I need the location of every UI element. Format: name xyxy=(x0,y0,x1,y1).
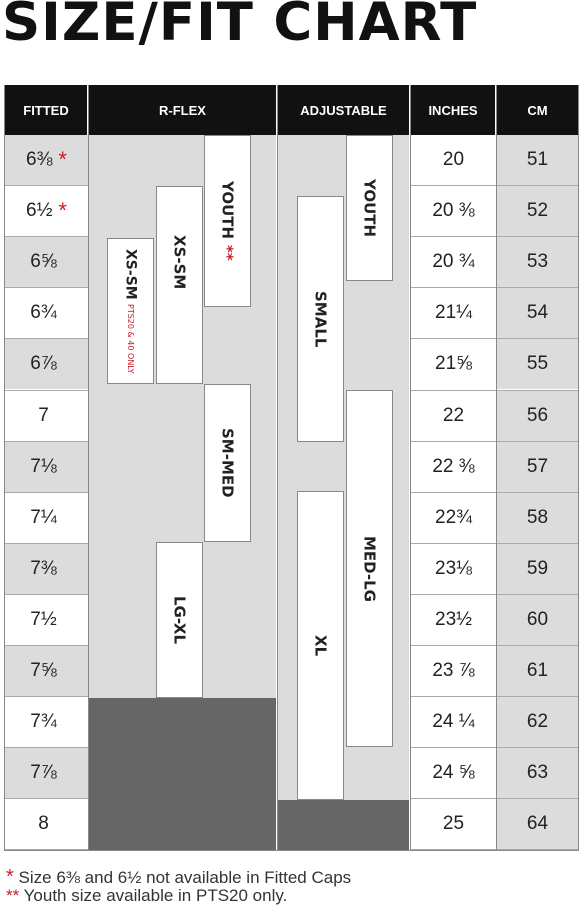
rflex-xs-sm-small-band xyxy=(107,238,154,384)
fitted-value: 7¾ xyxy=(30,711,57,733)
fitted-cell xyxy=(5,799,88,849)
inches-cell xyxy=(411,697,496,747)
fitted-value: 7⅛ xyxy=(30,455,57,477)
inches-value: 25 xyxy=(442,813,465,835)
fitted-cell xyxy=(5,646,88,696)
inches-value: 20 xyxy=(442,149,465,171)
inches-cell xyxy=(411,186,496,236)
footnote-1-text: Size 6⅜ and 6½ not available in Fitted Caps xyxy=(13,868,352,887)
row-divider xyxy=(5,747,88,748)
fitted-cell xyxy=(5,493,88,543)
row-divider xyxy=(497,338,578,339)
fitted-cell xyxy=(5,135,88,185)
rflex-youth-mark: ** xyxy=(218,245,237,261)
row-divider xyxy=(497,645,578,646)
fitted-value: 6½ xyxy=(26,200,53,222)
rflex-lg-xl-label: LG-XL xyxy=(170,596,189,644)
row-divider xyxy=(497,849,578,850)
rflex-xs-sm-label: XS-SM xyxy=(170,234,189,290)
fitted-value: 7⅝ xyxy=(30,660,57,682)
header-rflex: R-FLEX xyxy=(89,85,276,135)
row-divider xyxy=(5,492,88,493)
cm-cell xyxy=(497,339,578,389)
cm-value: 57 xyxy=(526,455,549,477)
frame-left xyxy=(4,85,5,850)
row-divider xyxy=(411,338,496,339)
rflex-xs-sm-note: PTS20 & 40 ONLY xyxy=(126,303,135,374)
cm-value: 55 xyxy=(526,353,549,375)
row-divider xyxy=(497,492,578,493)
cm-value: 56 xyxy=(526,404,549,426)
cm-cell xyxy=(497,237,578,287)
rflex-unavailable-block xyxy=(89,698,276,850)
cm-cell xyxy=(497,748,578,798)
inches-value: 24 ¼ xyxy=(432,711,475,733)
inches-value: 20 ⅜ xyxy=(432,200,475,222)
cm-value: 53 xyxy=(526,251,549,273)
inches-cell xyxy=(411,442,496,492)
row-divider xyxy=(411,492,496,493)
rflex-lg-xl-band xyxy=(156,542,203,698)
row-divider xyxy=(411,390,496,391)
cm-cell xyxy=(497,595,578,645)
row-divider xyxy=(411,236,496,237)
footnote-1-mark: * xyxy=(6,866,14,888)
fitted-unavailable-mark: * xyxy=(58,147,67,173)
row-divider xyxy=(5,798,88,799)
row-divider xyxy=(411,696,496,697)
page-title: SIZE/FIT CHART xyxy=(2,0,478,53)
row-divider xyxy=(411,849,496,850)
inches-cell xyxy=(411,493,496,543)
cm-cell xyxy=(497,493,578,543)
fitted-cell xyxy=(5,595,88,645)
cm-cell xyxy=(497,646,578,696)
inches-value: 24 ⅝ xyxy=(432,762,475,784)
fitted-cell xyxy=(5,288,88,338)
rflex-sm-med-label: SM-MED xyxy=(218,428,237,498)
inches-cell xyxy=(411,544,496,594)
header-cm: CM xyxy=(497,85,578,135)
adjustable-med-lg-label: MED-LG xyxy=(360,535,379,602)
cm-value: 60 xyxy=(526,608,549,630)
rflex-youth-band xyxy=(204,135,251,307)
fitted-cell xyxy=(5,339,88,389)
adjustable-med-lg-band xyxy=(346,390,393,747)
row-divider xyxy=(5,441,88,442)
frame-adjustable-right xyxy=(410,85,411,850)
cm-value: 52 xyxy=(526,200,549,222)
inches-cell xyxy=(411,288,496,338)
adjustable-small-band xyxy=(297,196,344,442)
row-divider xyxy=(497,441,578,442)
inches-value: 23⅛ xyxy=(435,557,472,579)
footnote-2-text: Youth size available in PTS20 only. xyxy=(19,886,288,905)
row-divider xyxy=(497,543,578,544)
row-divider xyxy=(497,696,578,697)
fitted-cell xyxy=(5,391,88,441)
cm-cell xyxy=(497,135,578,185)
row-divider xyxy=(411,287,496,288)
header-adjustable: ADJUSTABLE xyxy=(278,85,409,135)
adjustable-youth-label: YOUTH xyxy=(360,178,379,238)
row-divider xyxy=(497,287,578,288)
cm-cell xyxy=(497,697,578,747)
inches-cell xyxy=(411,748,496,798)
row-divider xyxy=(5,390,88,391)
cm-cell xyxy=(497,391,578,441)
inches-value: 20 ¾ xyxy=(432,251,475,273)
fitted-cell xyxy=(5,697,88,747)
rflex-xs-sm-small-label: XS-SM xyxy=(122,248,139,300)
inches-cell xyxy=(411,595,496,645)
inches-cell xyxy=(411,339,496,389)
cm-value: 62 xyxy=(526,711,549,733)
frame-rflex-right xyxy=(277,85,278,850)
adjustable-xl-label: XL xyxy=(311,634,330,657)
row-divider xyxy=(5,849,88,850)
cm-cell xyxy=(497,442,578,492)
row-divider xyxy=(411,645,496,646)
fitted-value: 7 xyxy=(38,404,49,426)
fitted-value: 8 xyxy=(38,813,49,835)
inches-value: 22 xyxy=(442,404,465,426)
rflex-sm-med-band xyxy=(204,384,251,542)
header-inches: INCHES xyxy=(411,85,495,135)
rflex-youth-label: YOUTH xyxy=(218,181,237,240)
footnote-2-mark: ** xyxy=(6,886,20,905)
fitted-cell xyxy=(5,544,88,594)
cm-cell xyxy=(497,288,578,338)
inches-cell xyxy=(411,237,496,287)
cm-value: 61 xyxy=(526,660,549,682)
adjustable-xl-band xyxy=(297,491,344,800)
cm-value: 54 xyxy=(526,302,549,324)
adjustable-youth-band xyxy=(346,135,393,281)
cm-value: 58 xyxy=(526,506,549,528)
inches-value: 21⅝ xyxy=(435,353,472,375)
row-divider xyxy=(411,747,496,748)
fitted-value: 7½ xyxy=(30,608,57,630)
inches-value: 21¼ xyxy=(435,302,472,324)
fitted-value: 7⅜ xyxy=(30,557,57,579)
row-divider xyxy=(411,185,496,186)
adjustable-small-label: SMALL xyxy=(311,290,330,348)
inches-value: 23 ⅞ xyxy=(432,660,475,682)
row-divider xyxy=(5,543,88,544)
row-divider xyxy=(497,236,578,237)
fitted-value: 6⅜ xyxy=(26,149,53,171)
cm-value: 51 xyxy=(526,149,549,171)
inches-cell xyxy=(411,646,496,696)
frame-inches-right xyxy=(496,85,497,850)
row-divider xyxy=(411,594,496,595)
fitted-value: 7¼ xyxy=(30,506,57,528)
fitted-cell xyxy=(5,186,88,236)
inches-cell xyxy=(411,135,496,185)
frame-fitted-right xyxy=(88,85,89,850)
cm-value: 59 xyxy=(526,557,549,579)
fitted-value: 6⅝ xyxy=(30,251,57,273)
cm-cell xyxy=(497,544,578,594)
cm-cell xyxy=(497,186,578,236)
inches-cell xyxy=(411,391,496,441)
inches-cell xyxy=(411,799,496,849)
row-divider xyxy=(497,390,578,391)
fitted-value: 6⅞ xyxy=(30,353,57,375)
fitted-cell xyxy=(5,442,88,492)
row-divider xyxy=(497,594,578,595)
row-divider xyxy=(5,594,88,595)
row-divider xyxy=(497,798,578,799)
row-divider xyxy=(5,287,88,288)
cm-value: 64 xyxy=(526,813,549,835)
row-divider xyxy=(5,338,88,339)
cm-cell xyxy=(497,799,578,849)
row-divider xyxy=(5,696,88,697)
header-fitted: FITTED xyxy=(5,85,87,135)
inches-value: 22 ⅜ xyxy=(432,455,475,477)
row-divider xyxy=(411,441,496,442)
fitted-cell xyxy=(5,748,88,798)
row-divider xyxy=(411,543,496,544)
footnote-2 xyxy=(6,886,287,906)
cm-value: 63 xyxy=(526,762,549,784)
frame-right xyxy=(578,85,579,850)
row-divider xyxy=(5,185,88,186)
rflex-xs-sm-band xyxy=(156,186,203,384)
row-divider xyxy=(5,645,88,646)
adjustable-unavailable-block xyxy=(278,800,409,850)
fitted-value: 6¾ xyxy=(30,302,57,324)
fitted-unavailable-mark: * xyxy=(58,198,67,224)
inches-value: 23½ xyxy=(435,608,472,630)
row-divider xyxy=(497,747,578,748)
fitted-cell xyxy=(5,237,88,287)
row-divider xyxy=(411,798,496,799)
inches-value: 22¾ xyxy=(435,506,472,528)
row-divider xyxy=(497,185,578,186)
row-divider xyxy=(5,236,88,237)
fitted-value: 7⅞ xyxy=(30,762,57,784)
